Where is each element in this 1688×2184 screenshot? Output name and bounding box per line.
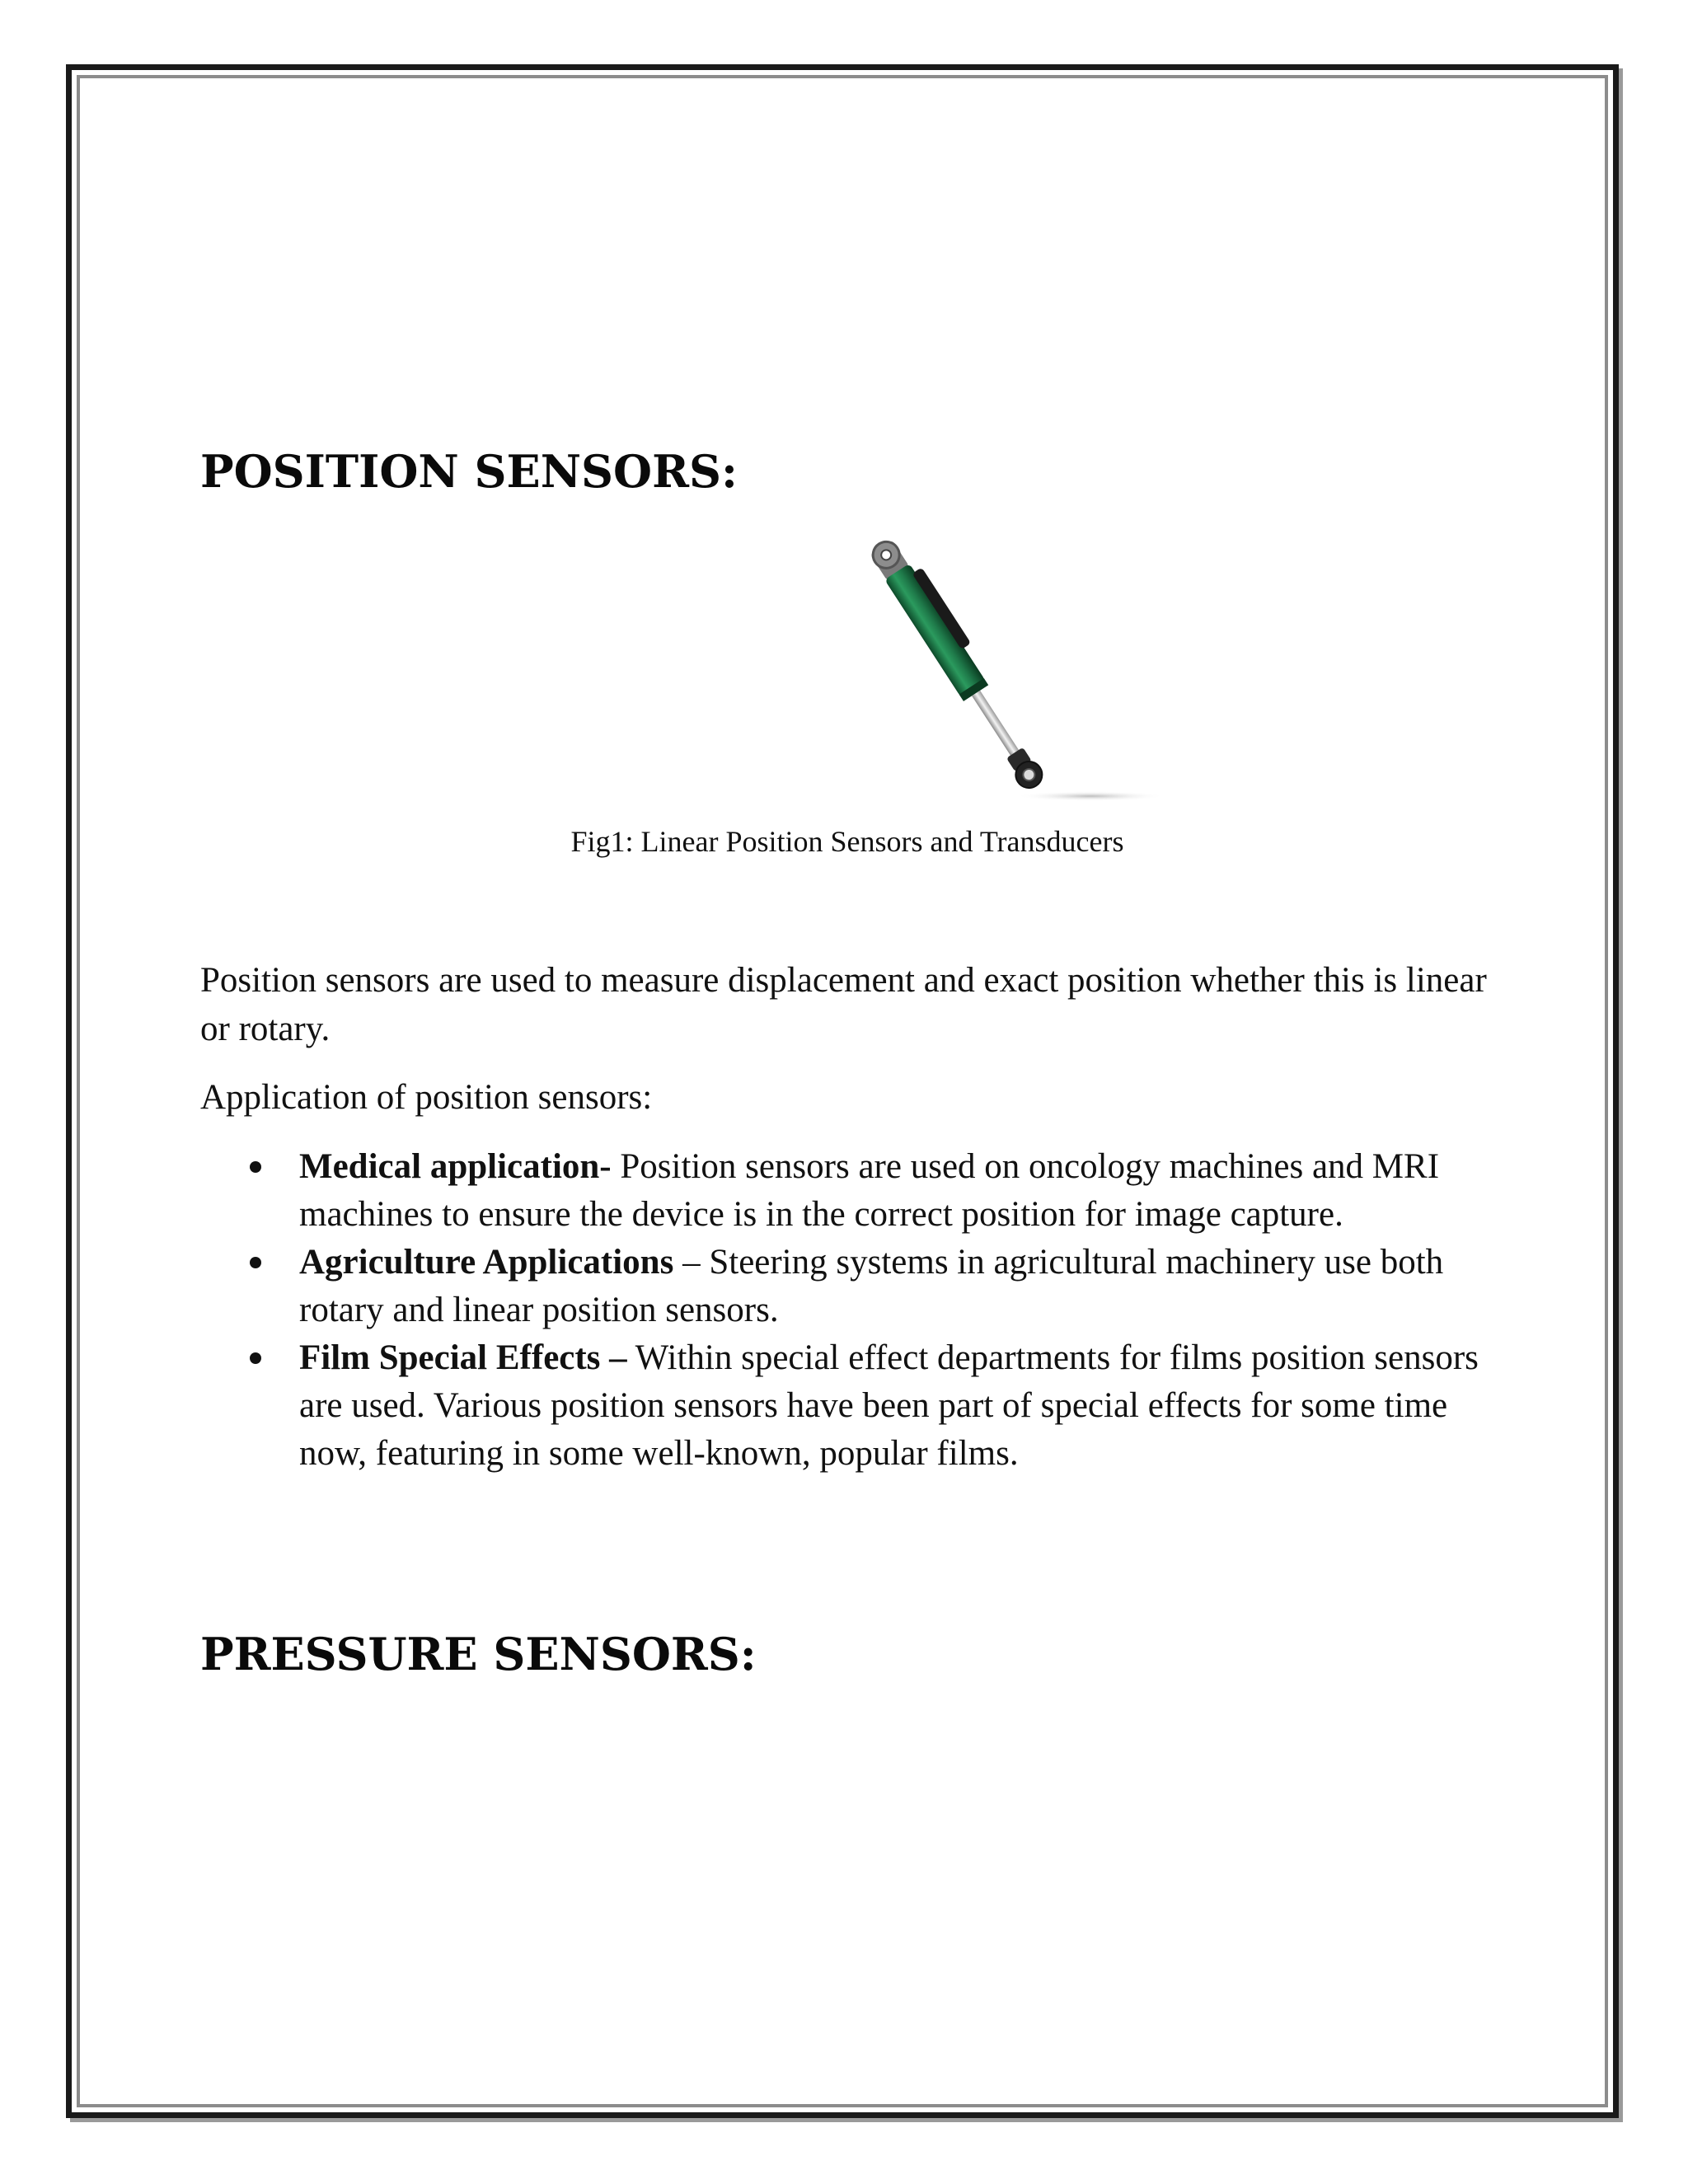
bullet-icon — [250, 1161, 261, 1173]
application-text: Position sensors are used on oncology machines and MRI machines to ensure the device is in the correct position for image capture. — [299, 1147, 1440, 1234]
bullet-icon — [250, 1257, 261, 1268]
application-text: – Steering systems in agricultural machinery use both rotary and linear position sensors. — [299, 1243, 1444, 1329]
position-sensors-heading: POSITION SENSORS: — [200, 445, 738, 498]
application-title: Medical application- — [299, 1147, 612, 1186]
list-item — [200, 1239, 1494, 1334]
pressure-sensors-heading: PRESSURE SENSORS: — [200, 1628, 757, 1680]
applications-list — [200, 1143, 1494, 1478]
position-sensors-intro: Position sensors are used to measure displacement and exact position whether this is linear or rotary. — [200, 961, 1487, 1048]
linear-position-sensor-image — [662, 527, 1189, 808]
bullet-icon — [250, 1352, 261, 1364]
figure-caption: Fig1: Linear Position Sensors and Transducers — [570, 825, 1124, 858]
application-text: Within special effect departments for films position sensors are used. Various position sensors have been part of special effects for some time now, featuring in some well-known, popular films. — [299, 1338, 1479, 1473]
applications-label: Application of position sensors: — [200, 1078, 653, 1117]
list-item — [200, 1143, 1494, 1239]
application-title: Film Special Effects – — [299, 1338, 627, 1377]
list-item — [200, 1334, 1494, 1478]
application-title: Agriculture Applications — [299, 1243, 674, 1282]
linear-position-sensor-figure — [662, 527, 1189, 808]
